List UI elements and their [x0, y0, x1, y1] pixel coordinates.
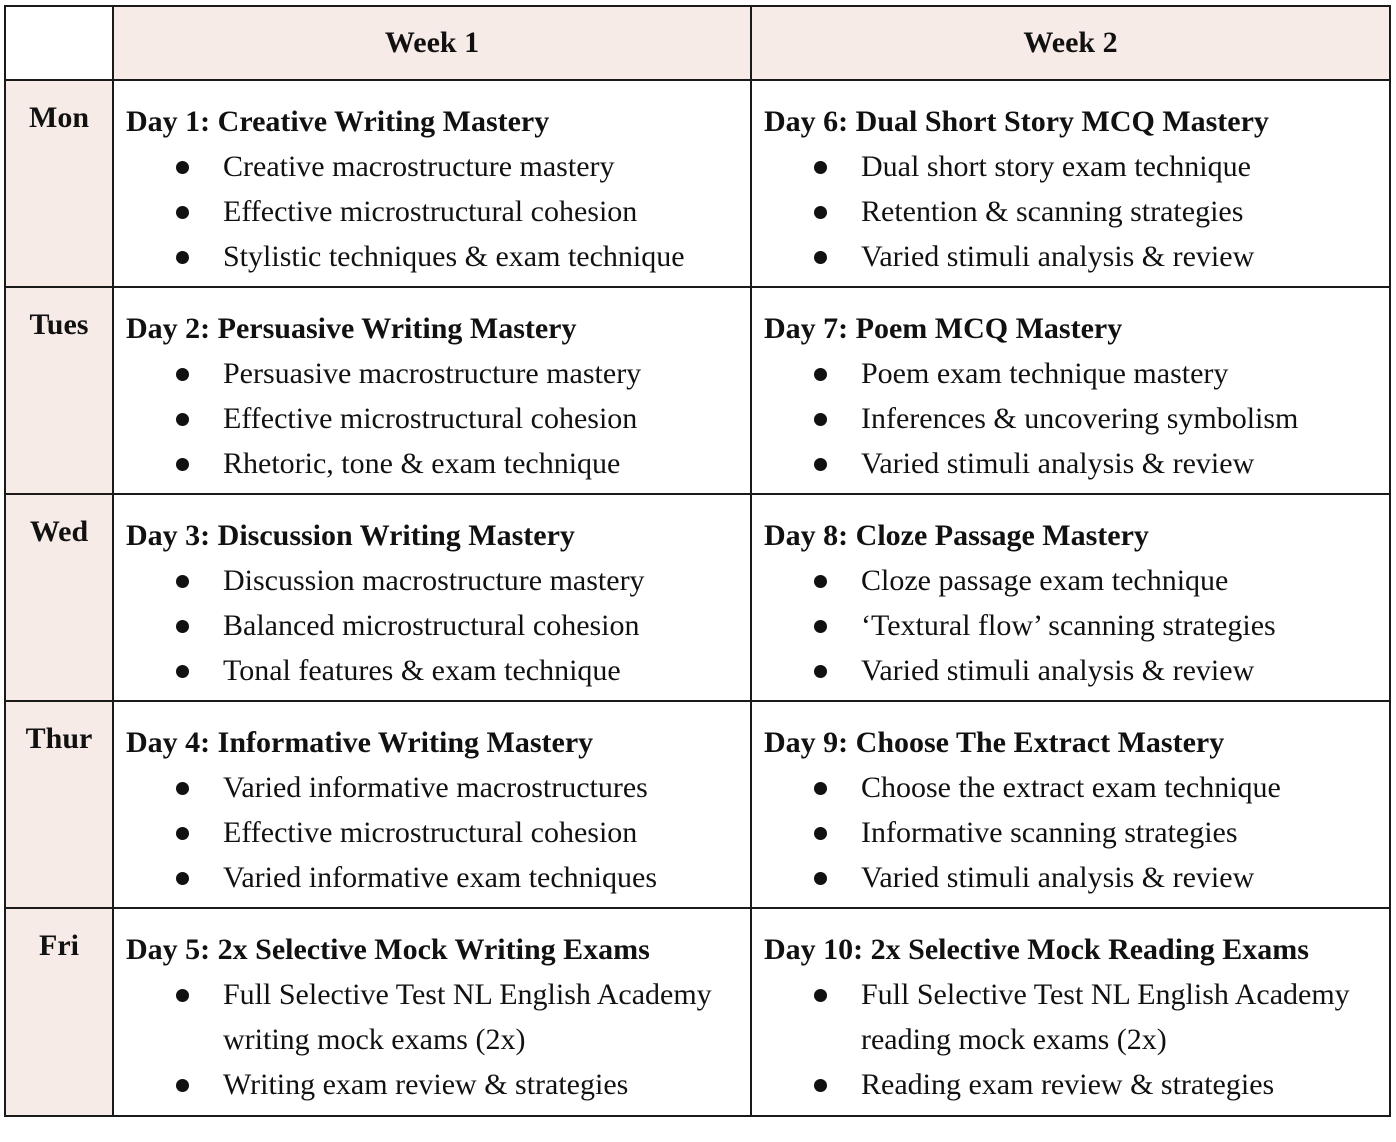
- point-text: Varied stimuli analysis & review: [861, 447, 1255, 480]
- session-title: Day 10: 2x Selective Mock Reading Exams: [764, 933, 1309, 966]
- week-1-cell: [113, 80, 751, 287]
- bullet-icon: [814, 206, 827, 219]
- point-text: Varied stimuli analysis & review: [861, 861, 1255, 894]
- day-label: Mon: [5, 80, 113, 287]
- day-label: Wed: [5, 494, 113, 701]
- day-label: Thur: [5, 701, 113, 908]
- bullet-icon: [176, 251, 189, 264]
- list-item: [764, 189, 1389, 234]
- list-item: [764, 234, 1389, 279]
- schedule-row-thur: [5, 701, 1390, 908]
- bullet-icon: [814, 620, 827, 633]
- point-text: Varied stimuli analysis & review: [861, 654, 1255, 687]
- list-item: [126, 648, 750, 693]
- schedule-row-mon: [5, 80, 1390, 287]
- point-text: Cloze passage exam technique: [861, 564, 1229, 597]
- session-points: [764, 144, 1389, 279]
- bullet-icon: [814, 251, 827, 264]
- point-text: Full Selective Test NL English Academy writing mock exams (2x): [223, 978, 712, 1056]
- list-item: [764, 396, 1389, 441]
- bullet-icon: [814, 989, 827, 1002]
- session-points: [126, 558, 750, 693]
- session-points: [126, 765, 750, 900]
- bullet-icon: [814, 368, 827, 381]
- bullet-icon: [814, 665, 827, 678]
- point-text: Persuasive macrostructure mastery: [223, 357, 642, 390]
- list-item: [126, 558, 750, 603]
- bullet-icon: [814, 413, 827, 426]
- schedule-table: [4, 5, 1391, 1117]
- point-text: Varied stimuli analysis & review: [861, 240, 1255, 273]
- week-2-cell: [751, 494, 1390, 701]
- list-item: [126, 144, 750, 189]
- list-item: [126, 972, 750, 1062]
- bullet-icon: [176, 206, 189, 219]
- list-item: [126, 189, 750, 234]
- point-text: Creative macrostructure mastery: [223, 150, 615, 183]
- session-title: Day 3: Discussion Writing Mastery: [126, 519, 575, 552]
- bullet-icon: [176, 413, 189, 426]
- list-item: [764, 810, 1389, 855]
- bullet-icon: [176, 872, 189, 885]
- day-label: Tues: [5, 287, 113, 494]
- corner-cell: [5, 6, 113, 80]
- session-points: [126, 972, 750, 1107]
- bullet-icon: [176, 782, 189, 795]
- session-title: Day 5: 2x Selective Mock Writing Exams: [126, 933, 650, 966]
- point-text: Dual short story exam technique: [861, 150, 1251, 183]
- point-text: Balanced microstructural cohesion: [223, 609, 640, 642]
- session-title: Day 1: Creative Writing Mastery: [126, 105, 550, 138]
- session-title: Day 9: Choose The Extract Mastery: [764, 726, 1225, 759]
- list-item: [126, 396, 750, 441]
- point-text: Poem exam technique mastery: [861, 357, 1229, 390]
- point-text: Effective microstructural cohesion: [223, 195, 638, 228]
- bullet-icon: [814, 458, 827, 471]
- list-item: [764, 648, 1389, 693]
- week-2-header: Week 2: [751, 6, 1390, 80]
- session-title: Day 7: Poem MCQ Mastery: [764, 312, 1123, 345]
- point-text: Varied informative exam techniques: [223, 861, 658, 894]
- bullet-icon: [176, 458, 189, 471]
- bullet-icon: [814, 827, 827, 840]
- point-text: Tonal features & exam technique: [223, 654, 621, 687]
- list-item: [764, 603, 1389, 648]
- list-item: [126, 810, 750, 855]
- session-points: [126, 144, 750, 279]
- week-2-cell: [751, 701, 1390, 908]
- list-item: [126, 441, 750, 486]
- list-item: [764, 855, 1389, 900]
- bullet-icon: [814, 161, 827, 174]
- session-title: Day 6: Dual Short Story MCQ Mastery: [764, 105, 1269, 138]
- session-title: Day 2: Persuasive Writing Mastery: [126, 312, 577, 345]
- point-text: Choose the extract exam technique: [861, 771, 1281, 804]
- point-text: Full Selective Test NL English Academy reading mock exams (2x): [861, 978, 1350, 1056]
- point-text: Reading exam review & strategies: [861, 1068, 1275, 1101]
- week-1-cell: [113, 287, 751, 494]
- week-2-cell: [751, 80, 1390, 287]
- bullet-icon: [176, 1079, 189, 1092]
- week-1-cell: [113, 908, 751, 1116]
- week-2-cell: [751, 908, 1390, 1116]
- point-text: Stylistic techniques & exam technique: [223, 240, 685, 273]
- bullet-icon: [176, 827, 189, 840]
- session-points: [126, 351, 750, 486]
- bullet-icon: [176, 161, 189, 174]
- header-row: [5, 6, 1390, 80]
- bullet-icon: [814, 782, 827, 795]
- bullet-icon: [176, 665, 189, 678]
- week-1-cell: [113, 494, 751, 701]
- list-item: [764, 351, 1389, 396]
- bullet-icon: [176, 368, 189, 381]
- list-item: [126, 855, 750, 900]
- list-item: [126, 765, 750, 810]
- list-item: [764, 441, 1389, 486]
- point-text: Informative scanning strategies: [861, 816, 1238, 849]
- list-item: [126, 1062, 750, 1107]
- bullet-icon: [176, 575, 189, 588]
- list-item: [764, 558, 1389, 603]
- session-points: [764, 765, 1389, 900]
- point-text: Inferences & uncovering symbolism: [861, 402, 1299, 435]
- list-item: [126, 234, 750, 279]
- point-text: Effective microstructural cohesion: [223, 402, 638, 435]
- list-item: [126, 603, 750, 648]
- bullet-icon: [814, 575, 827, 588]
- day-label: Fri: [5, 908, 113, 1116]
- session-title: Day 8: Cloze Passage Mastery: [764, 519, 1149, 552]
- point-text: Discussion macrostructure mastery: [223, 564, 645, 597]
- list-item: [764, 972, 1389, 1062]
- week-1-header: Week 1: [113, 6, 751, 80]
- list-item: [764, 765, 1389, 810]
- point-text: Rhetoric, tone & exam technique: [223, 447, 621, 480]
- bullet-icon: [814, 872, 827, 885]
- session-title: Day 4: Informative Writing Mastery: [126, 726, 594, 759]
- schedule-row-tues: [5, 287, 1390, 494]
- list-item: [126, 351, 750, 396]
- week-1-cell: [113, 701, 751, 908]
- schedule-row-wed: [5, 494, 1390, 701]
- point-text: Retention & scanning strategies: [861, 195, 1244, 228]
- schedule-row-fri: [5, 908, 1390, 1116]
- bullet-icon: [176, 620, 189, 633]
- week-2-cell: [751, 287, 1390, 494]
- list-item: [764, 144, 1389, 189]
- point-text: Effective microstructural cohesion: [223, 816, 638, 849]
- point-text: Varied informative macrostructures: [223, 771, 648, 804]
- bullet-icon: [176, 989, 189, 1002]
- session-points: [764, 351, 1389, 486]
- point-text: ‘Textural flow’ scanning strategies: [861, 609, 1276, 642]
- session-points: [764, 972, 1389, 1107]
- session-points: [764, 558, 1389, 693]
- point-text: Writing exam review & strategies: [223, 1068, 629, 1101]
- list-item: [764, 1062, 1389, 1107]
- bullet-icon: [814, 1079, 827, 1092]
